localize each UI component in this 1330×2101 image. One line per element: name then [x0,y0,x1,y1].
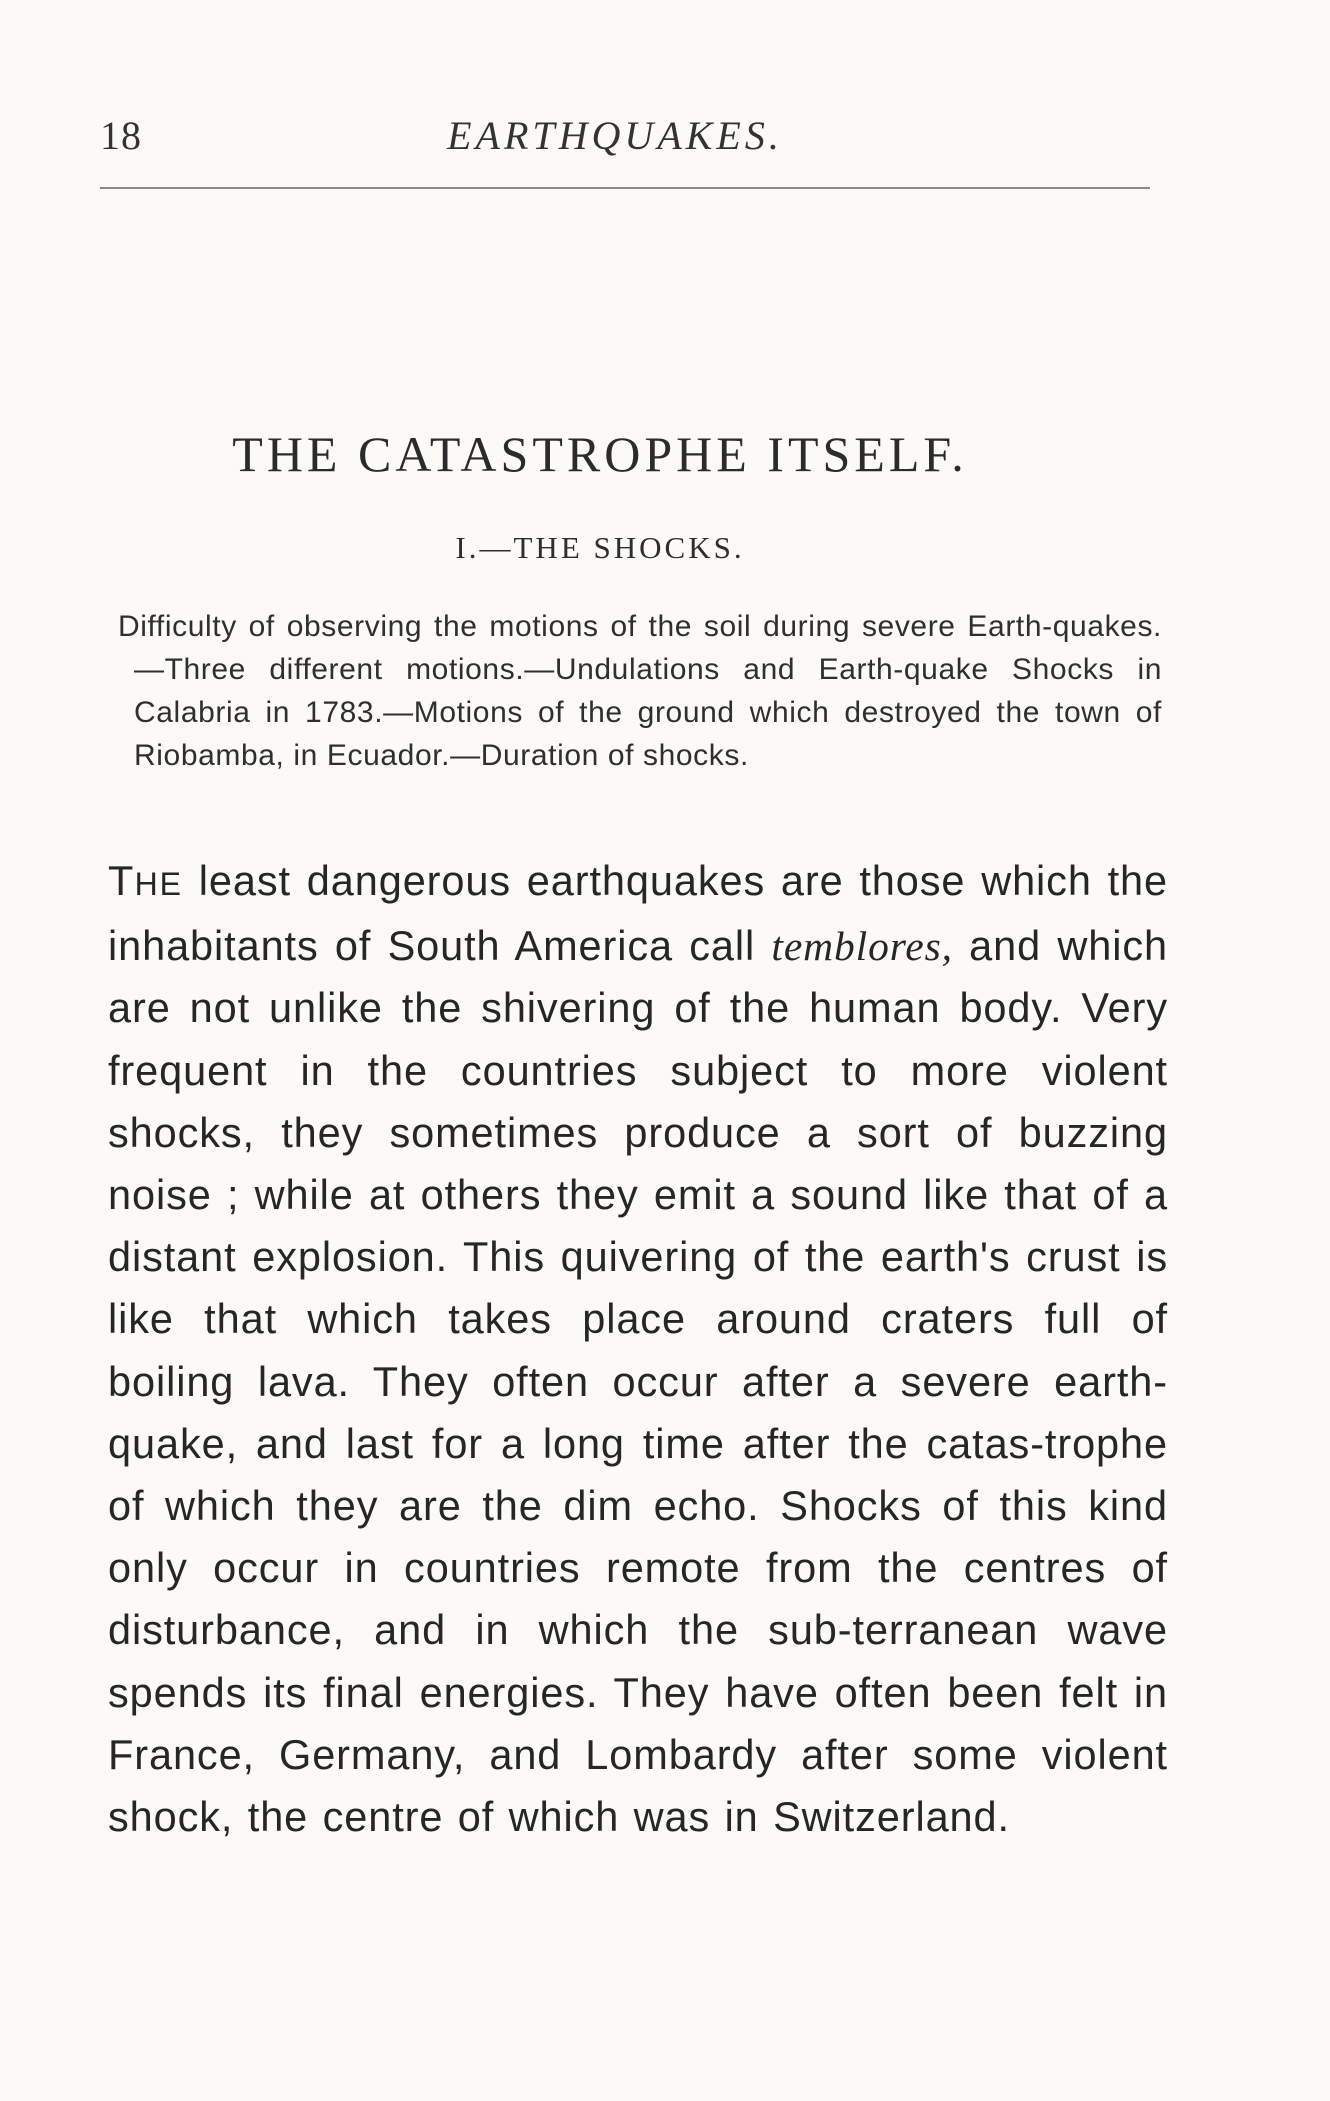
chapter-summary: Difficulty of observing the motions of the soil during severe Earth-quakes.—Three different motions.—Undulations and Earth-quake Shocks in Calabria in 1783.—Motions of the ground which destroyed the town of Riobamba, in Ecuador.—Duration of shocks. [118,610,1162,772]
section-title: I.—THE SHOCKS. [455,530,745,565]
body-paragraph [108,850,1168,1848]
body-text-part-1: least dangerous earthquakes are those which the inhabitants of South America call [108,857,1168,970]
chapter-title: THE CATASTROPHE ITSELF. [232,426,968,482]
body-text-part-2: and which are not unlike the shivering of the human body. Very frequent in the countries subject to more violent shocks, they sometimes produce a sort of buzzing noise ; while at others they emit a sound like that of a distant explosion. This quivering of the earth's crust is like that which takes place around craters full of boiling lava. They often occur after a severe earth-quake, and last for a long time after the catas-trophe of which they are the dim echo. Shocks of this kind only occur in countries remote from the centres of disturbance, and in which the sub-terranean wave spends its final energies. They have often been felt in France, Germany, and Lombardy after some violent shock, the centre of which was in Switzerland. [108,922,1168,1841]
running-title: EARTHQUAKES. [447,113,783,158]
page-number: 18 [100,113,142,158]
running-head [100,112,1190,172]
lead-word [108,857,183,904]
lead-small-caps: HE [134,866,184,902]
lead-capital: T [108,857,135,904]
header-rule [100,187,1150,189]
italic-term: temblores, [771,923,953,970]
